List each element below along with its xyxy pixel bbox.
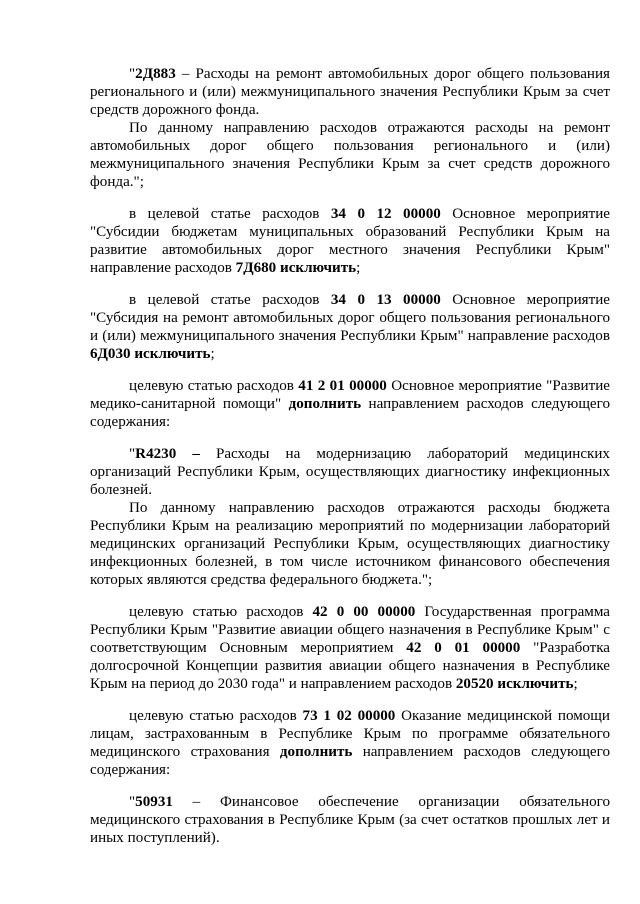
action-word: дополнить [279, 744, 353, 760]
opening-quote: " [129, 66, 136, 82]
expense-code-action: 20520 исключить [455, 676, 574, 692]
target-article-code: 34 0 13 00000 [330, 292, 441, 308]
paragraph-text: целевую статью расходов [129, 378, 299, 394]
paragraph-text: По данному направлению расходов отражаются расходы бюджета Республики Крым на реализацию мероприятий по модернизации лабораторий медицинских организаций Республики Крым, осуществляющих диагностику инфекционных болезней, в том числе источником финансового обеспечения которых являются средства федерального бюджета."; [90, 500, 610, 588]
document-body [90, 65, 610, 847]
paragraph-exclude-6d030 [90, 291, 610, 363]
paragraph-exclude-42-program [90, 603, 610, 693]
paragraph-text: направлением расходов следующего содержания: [90, 744, 610, 778]
expense-code-action: 6Д030 исключить [90, 346, 211, 362]
paragraph-text: ; [356, 260, 361, 276]
paragraph-text: целевую статью расходов [129, 604, 313, 620]
paragraph-text: ; [573, 676, 578, 692]
paragraph-text: ; [210, 346, 215, 362]
expense-code-action: 7Д680 исключить [235, 260, 357, 276]
target-article-code: 34 0 12 00000 [330, 206, 441, 222]
target-article-code: 42 0 00 00000 [312, 604, 416, 620]
paragraph-expense-2d883 [90, 65, 610, 119]
paragraph-text: "Разработка долгосрочной Концепции развития авиации общего назначения в Республике Крым на период до 2030 года" и направлением расходов [90, 640, 610, 692]
paragraph-expense-r4230-description [90, 499, 610, 589]
opening-quote: " [129, 794, 136, 810]
paragraph-add-to-41-2-01 [90, 377, 610, 431]
action-word: дополнить [288, 396, 362, 412]
paragraph-text: Оказание медицинской помощи лицам, застрахованным в Республике Крым по программе обязательного медицинского страхования [90, 708, 610, 760]
paragraph-expense-r4230 [90, 445, 610, 499]
paragraph-text: – Финансовое обеспечение организации обязательного медицинского страхования в Республике Крым (за счет остатков прошлых лет и иных поступлений). [90, 794, 610, 846]
paragraph-text: направлением расходов следующего содержания: [90, 396, 610, 430]
paragraph-text: Основное мероприятие "Развитие медико-санитарной помощи" [90, 378, 610, 412]
opening-quote: " [129, 446, 136, 462]
paragraph-text: Основное мероприятие "Субсидии бюджетам муниципальных образований Республики Крым на развитие автомобильных дорог местного значения Республики Крым" направление расходов [90, 206, 610, 276]
paragraph-text: целевую статью расходов [129, 708, 303, 724]
paragraph-text: – Расходы на ремонт автомобильных дорог общего пользования регионального и (или) межмуниципального значения Республики Крым за счет средств дорожного фонда. [90, 66, 610, 118]
paragraph-expense-50931 [90, 793, 610, 847]
paragraph-text: По данному направлению расходов отражаются расходы на ремонт автомобильных дорог общего пользования регионального и (или) межмуниципального значения Республики Крым за счет средств дорожного фонда."; [90, 120, 610, 190]
paragraph-add-to-73-1-02 [90, 707, 610, 779]
paragraph-text: в целевой статье расходов [129, 206, 331, 222]
expense-code: R4230 – [135, 446, 200, 462]
paragraph-text: Основное мероприятие "Субсидия на ремонт автомобильных дорог общего пользования регионального и (или) межмуниципального значения Республики Крым" направление расходов [90, 292, 610, 344]
paragraph-exclude-7d680 [90, 205, 610, 277]
paragraph-text: Расходы на модернизацию лабораторий медицинских организаций Республики Крым, осуществляющих диагностику инфекционных болезней. [90, 446, 610, 498]
target-article-code: 73 1 02 00000 [302, 708, 396, 724]
paragraph-expense-2d883-description [90, 119, 610, 191]
main-activity-code: 42 0 01 00000 [406, 640, 521, 656]
expense-code: 2Д883 [135, 66, 176, 82]
paragraph-text: Государственная программа Республики Крым "Развитие авиации общего назначения в Республике Крым" с соответствующим Основным мероприятием [90, 604, 610, 656]
paragraph-text: в целевой статье расходов [129, 292, 331, 308]
expense-code: 50931 [135, 794, 173, 810]
target-article-code: 41 2 01 00000 [298, 378, 387, 394]
